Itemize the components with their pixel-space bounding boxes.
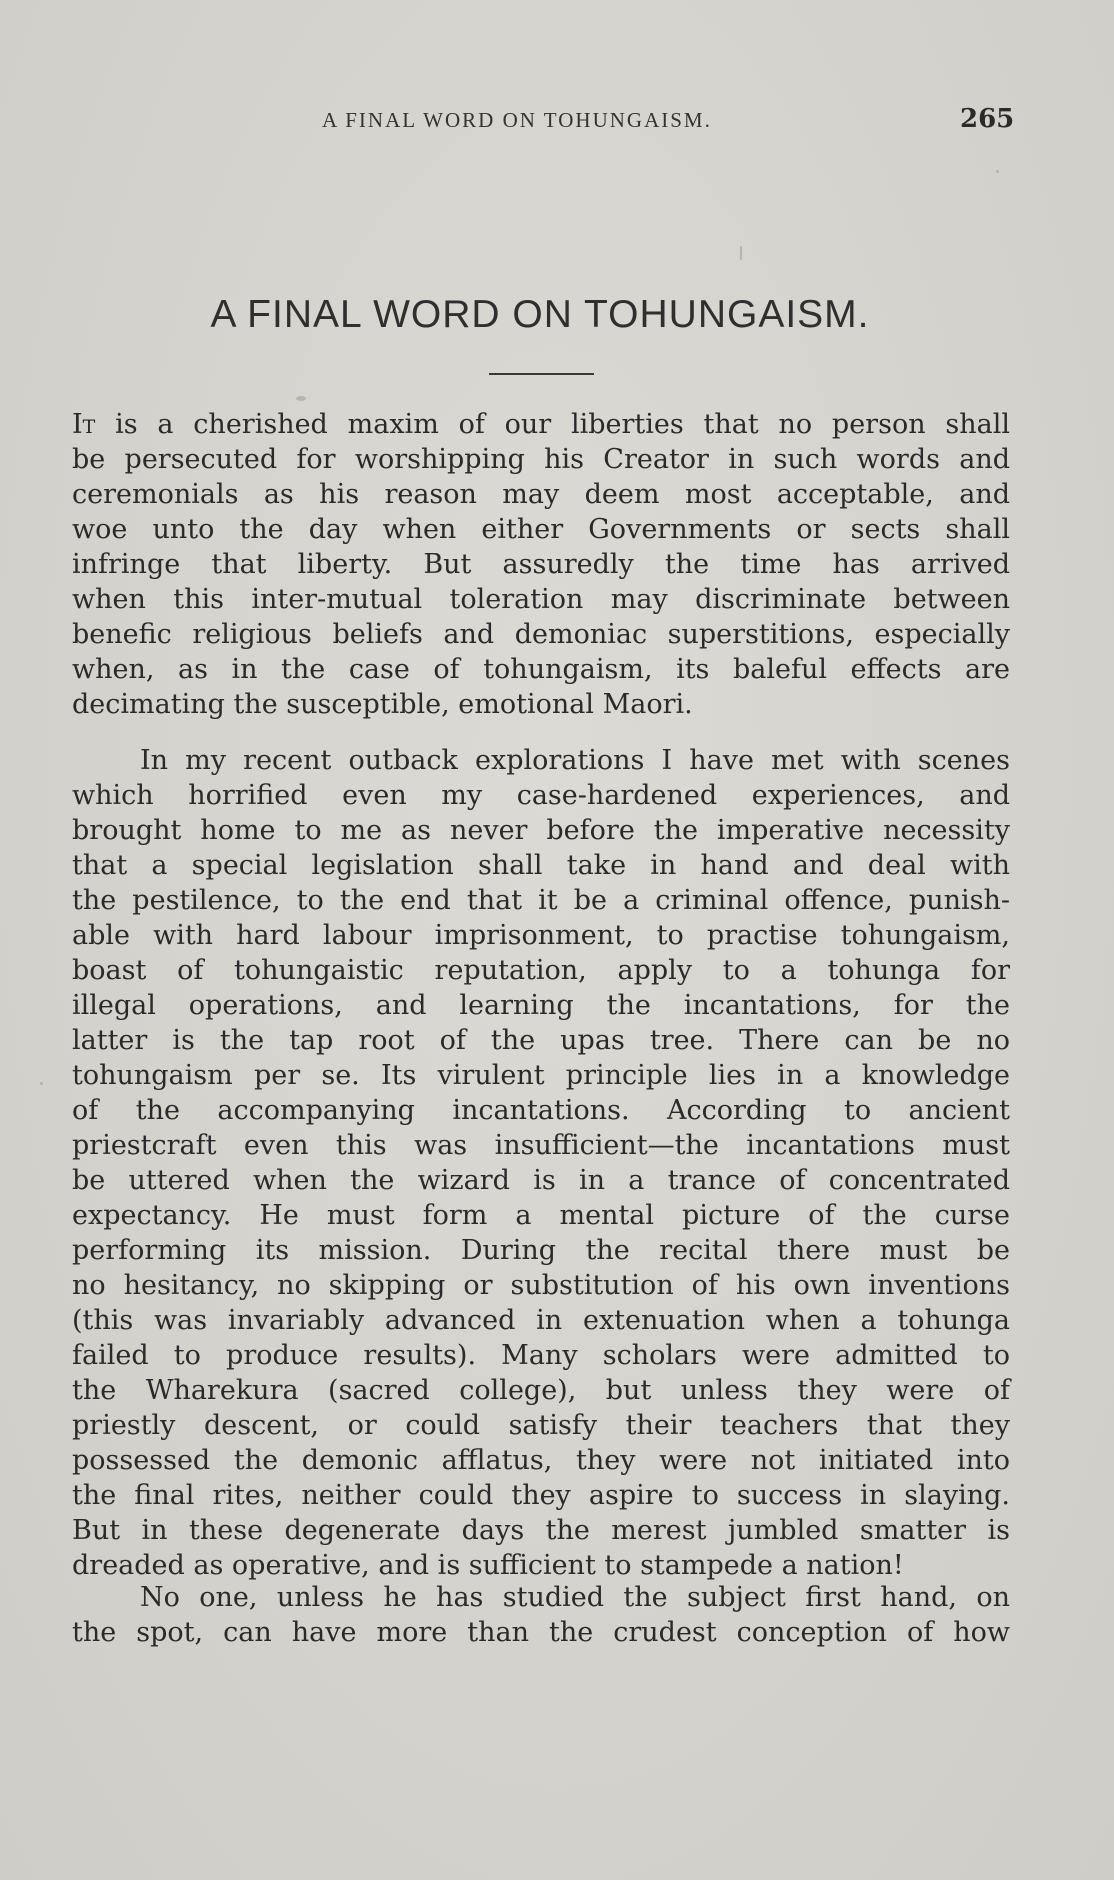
text-line: that a special legislation shall take in hand and deal with — [72, 850, 1010, 881]
text-line: boast of tohungaistic reputation, apply to a tohunga for — [72, 955, 1010, 986]
page-number: 265 — [960, 104, 1015, 134]
paragraph-2 — [72, 743, 1010, 1583]
text-line: of the accompanying incantations. According to ancient — [72, 1095, 1010, 1126]
text-line: the Wharekura (sacred college), but unless they were of — [72, 1375, 1010, 1406]
text-line: performing its mission. During the recital there must be — [72, 1235, 1010, 1266]
text-line: the spot, can have more than the crudest conception of how — [72, 1617, 1010, 1648]
text-line: tohungaism per se. Its virulent principle lies in a knowledge — [72, 1060, 1010, 1091]
text-line: priestcraft even this was insufficient—the incantations must — [72, 1130, 1010, 1161]
text-line: dreaded as operative, and is sufficient to stampede a nation! — [72, 1550, 904, 1581]
text-line: No one, unless he has studied the subject first hand, on — [140, 1582, 1010, 1613]
text-line: decimating the susceptible, emotional Maori. — [72, 689, 693, 720]
text-line: But in these degenerate days the merest jumbled smatter is — [72, 1515, 1010, 1546]
text-line: be persecuted for worshipping his Creator in such words and — [72, 444, 1010, 475]
text-line: which horrified even my case-hardened experiences, and — [72, 780, 1010, 811]
text-line: latter is the tap root of the upas tree. There can be no — [72, 1025, 1010, 1056]
running-title: A FINAL WORD ON TOHUNGAISM. — [322, 108, 712, 132]
paper-speck — [996, 170, 999, 173]
text-line: when, as in the case of tohungaism, its baleful effects are — [72, 654, 1010, 685]
paragraph-3 — [72, 1580, 1010, 1650]
text-line: expectancy. He must form a mental picture of the curse — [72, 1200, 1010, 1231]
text-line: priestly descent, or could satisfy their teachers that they — [72, 1410, 1010, 1441]
text-line: no hesitancy, no skipping or substitution of his own inventions — [72, 1270, 1010, 1301]
text-line: the final rites, neither could they aspire to success in slaying. — [72, 1480, 1010, 1511]
text-line: able with hard labour imprisonment, to practise tohungaism, — [72, 920, 1010, 951]
text-line: be uttered when the wizard is in a trance of concentrated — [72, 1165, 1010, 1196]
paper-speck — [40, 1082, 43, 1085]
text-line: illegal operations, and learning the incantations, for the — [72, 990, 1010, 1021]
text-line: ceremonials as his reason may deem most acceptable, and — [72, 479, 1010, 510]
text-line: It is a cherished maxim of our liberties that no person shall — [72, 409, 1010, 440]
text-line: brought home to me as never before the imperative necessity — [72, 815, 1010, 846]
chapter-title: A FINAL WORD ON TOHUNGAISM. — [210, 293, 870, 336]
text-line: failed to produce results). Many scholars were admitted to — [72, 1340, 1010, 1371]
text-line: the pestilence, to the end that it be a criminal offence, punish- — [72, 885, 1010, 916]
paragraph-1 — [72, 407, 1010, 722]
text-line: when this inter-mutual toleration may discriminate between — [72, 584, 1010, 615]
text-line: In my recent outback explorations I have met with scenes — [140, 745, 1010, 776]
title-rule — [489, 373, 594, 375]
text-line: (this was invariably advanced in extenuation when a tohunga — [72, 1305, 1010, 1336]
text-line: possessed the demonic afflatus, they were not initiated into — [72, 1445, 1010, 1476]
running-head — [0, 104, 1114, 136]
paper-speck — [740, 246, 742, 260]
paper-speck — [296, 396, 306, 401]
text-line: infringe that liberty. But assuredly the time has arrived — [72, 549, 1010, 580]
opening-word: It — [72, 409, 96, 440]
text-line: benefic religious beliefs and demoniac superstitions, especially — [72, 619, 1010, 650]
text-line: woe unto the day when either Governments or sects shall — [72, 514, 1010, 545]
